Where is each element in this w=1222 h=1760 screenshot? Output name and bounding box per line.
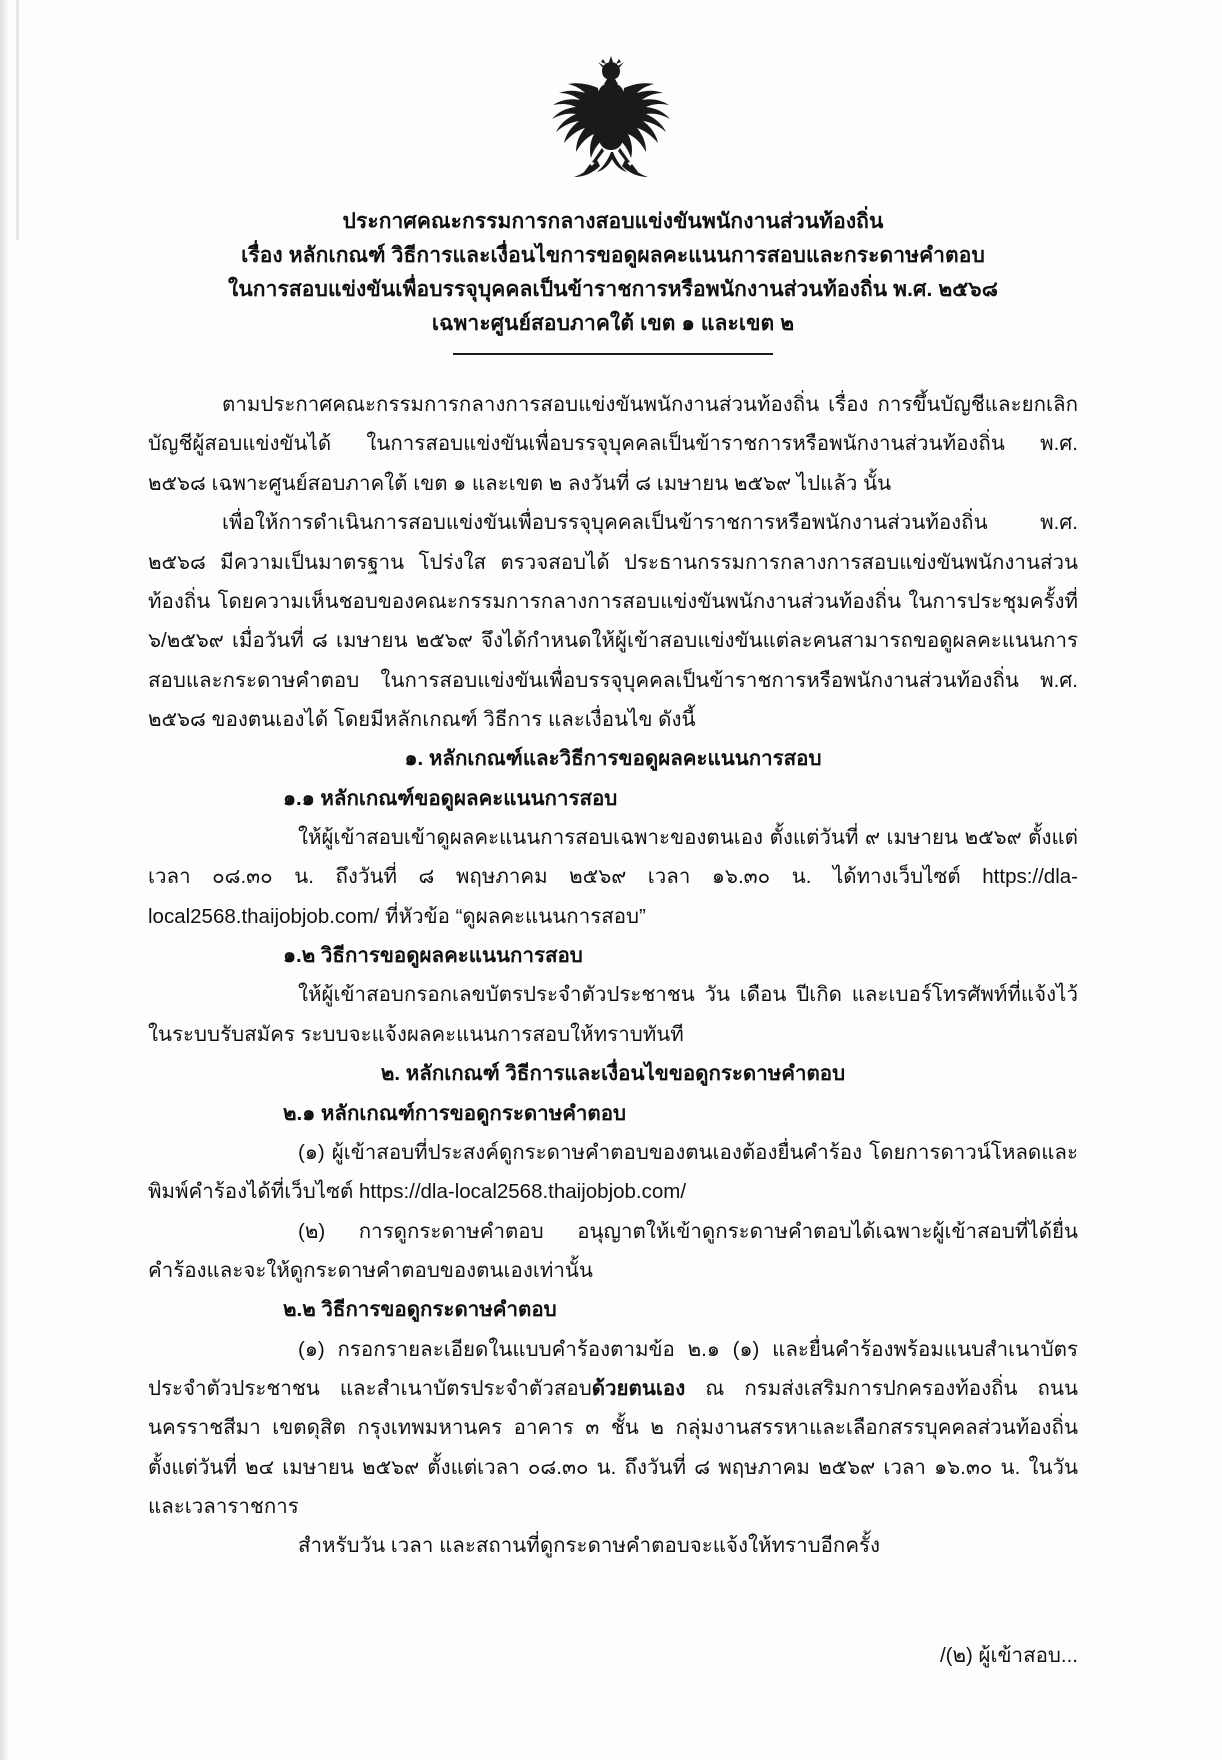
paragraph-2-1-item-2: (๒) การดูกระดาษคำตอบ อนุญาตให้เข้าดูกระดาษคำตอบได้เฉพาะผู้เข้าสอบที่ได้ยื่นคำร้องและจะให้ดูกระดาษคำตอบของตนเองเท่านั้น — [148, 1219, 1078, 1282]
garuda-emblem-icon — [536, 52, 686, 192]
paragraph-2-1-item-1: (๑) ผู้เข้าสอบที่ประสงค์ดูกระดาษคำตอบของตนเองต้องยื่นคำร้อง โดยการดาวน์โหลดและพิมพ์คำร้องได้ที่เว็บไซต์ https://dla-local2568.thaijobjob.com/ — [148, 1140, 1078, 1204]
scan-edge-shadow — [0, 0, 10, 1760]
section-heading-1: ๑. หลักเกณฑ์และวิธีการขอดูผลคะแนนการสอบ — [404, 747, 822, 771]
page-footer-note: /(๒) ผู้เข้าสอบ... — [939, 1644, 1078, 1667]
paragraph-preamble-1: ตามประกาศคณะกรรมการกลางการสอบแข่งขันพนักงานส่วนท้องถิ่น เรื่อง การขึ้นบัญชีและยกเลิกบัญชีผู้สอบแข่งขันได้ ในการสอบแข่งขันเพื่อบรรจุบุคคลเป็นข้าราชการหรือพนักงานส่วนท้องถิ่น พ.ศ. ๒๕๖๘ เฉพาะศูนย์สอบภาคใต้ เขต ๑ และเขต ๒ ลงวันที่ ๘ เมษายน ๒๕๖๙ ไปแล้ว นั้น — [148, 393, 1078, 495]
document-title — [148, 205, 1078, 355]
paragraph-1-2-body: ให้ผู้เข้าสอบกรอกเลขบัตรประจำตัวประชาชน วัน เดือน ปีเกิด และเบอร์โทรศัพท์ที่แจ้งไว้ในระบบรับสมัคร ระบบจะแจ้งผลคะแนนการสอบให้ทราบทันที — [148, 983, 1078, 1046]
document-content — [148, 205, 1078, 1566]
subsection-heading-1-1: ๑.๑ หลักเกณฑ์ขอดูผลคะแนนการสอบ — [283, 786, 618, 810]
subsection-heading-1-2: ๑.๒ วิธีการขอดูผลคะแนนการสอบ — [283, 944, 583, 968]
paragraph-2-2-text-post: ณ กรมส่งเสริมการปกครองท้องถิ่น ถนนนครราชสีมา เขตดุสิต กรุงเทพมหานคร อาคาร ๓ ชั้น ๒ กลุ่มงานสรรหาและเลือกสรรบุคคลส่วนท้องถิ่น ตั้งแต่วันที่ ๒๔ เมษายน ๒๕๖๙ ตั้งแต่เวลา ๐๘.๓๐ น. ถึงวันที่ ๘ พฤษภาคม ๒๕๖๙ เวลา ๑๖.๓๐ น. ในวันและเวลาราชการ — [148, 1377, 1078, 1519]
paragraph-preamble-2: เพื่อให้การดำเนินการสอบแข่งขันเพื่อบรรจุบุคคลเป็นข้าราชการหรือพนักงานส่วนท้องถิ่น พ.ศ. ๒๕๖๘ มีความเป็นมาตรฐาน โปร่งใส ตรวจสอบได้ ประธานกรรมการกลางการสอบแข่งขันพนักงานส่วนท้องถิ่น โดยความเห็นชอบของคณะกรรมการกลางการสอบแข่งขันพนักงานส่วนท้องถิ่น ในการประชุมครั้งที่ ๖/๒๕๖๙ เมื่อวันที่ ๘ เมษายน ๒๕๖๙ จึงได้กำหนดให้ผู้เข้าสอบแข่งขันแต่ละคนสามารถขอดูผลคะแนนการสอบและกระดาษคำตอบ ในการสอบแข่งขันเพื่อบรรจุบุคคลเป็นข้าราชการหรือพนักงานส่วนท้องถิ่น พ.ศ. ๒๕๖๘ ของตนเองได้ โดยมีหลักเกณฑ์ วิธีการ และเงื่อนไข ดังนี้ — [148, 511, 1078, 731]
title-line-1: ประกาศคณะกรรมการกลางสอบแข่งขันพนักงานส่วนท้องถิ่น — [342, 210, 884, 233]
paragraph-closing: สำหรับวัน เวลา และสถานที่ดูกระดาษคำตอบจะแจ้งให้ทราบอีกครั้ง — [298, 1534, 881, 1558]
title-line-2: เรื่อง หลักเกณฑ์ วิธีการและเงื่อนไขการขอดูผลคะแนนการสอบและกระดาษคำตอบ — [241, 244, 985, 268]
paragraph-2-2-text-pre: (๑) กรอกรายละเอียดในแบบคำร้องตามข้อ ๒.๑ (๑) และยื่นคำร้องพร้อมแนบสำเนาบัตรประจำตัวประชาชน และสำเนาบัตรประจำตัวสอบ — [148, 1337, 1078, 1401]
paragraph-2-2-text-bold: ด้วยตนเอง — [591, 1377, 686, 1401]
document-body — [148, 385, 1078, 1566]
section-heading-2: ๒. หลักเกณฑ์ วิธีการและเงื่อนไขขอดูกระดาษคำตอบ — [380, 1062, 846, 1086]
paragraph-1-1-body: ให้ผู้เข้าสอบเข้าดูผลคะแนนการสอบเฉพาะของตนเอง ตั้งแต่วันที่ ๙ เมษายน ๒๕๖๙ ตั้งแต่เวลา ๐๘.๓๐ น. ถึงวันที่ ๘ พฤษภาคม ๒๕๖๙ เวลา ๑๖.๓๐ น. ได้ทางเว็บไซต์ https://dla-local2568.thaijobjob.com/ ที่หัวข้อ “ดูผลคะแนนการสอบ” — [148, 826, 1078, 928]
paragraph-2-2-item-1 — [148, 1330, 1078, 1527]
title-line-3: ในการสอบแข่งขันเพื่อบรรจุบุคคลเป็นข้าราชการหรือพนักงานส่วนท้องถิ่น พ.ศ. ๒๕๖๘ — [227, 278, 999, 302]
subsection-heading-2-1: ๒.๑ หลักเกณฑ์การขอดูกระดาษคำตอบ — [283, 1101, 627, 1125]
emblem-container — [0, 52, 1222, 192]
subsection-heading-2-2: ๒.๒ วิธีการขอดูกระดาษคำตอบ — [283, 1298, 557, 1322]
title-divider — [453, 353, 773, 355]
title-line-4: เฉพาะศูนย์สอบภาคใต้ เขต ๑ และเขต ๒ — [431, 312, 795, 336]
